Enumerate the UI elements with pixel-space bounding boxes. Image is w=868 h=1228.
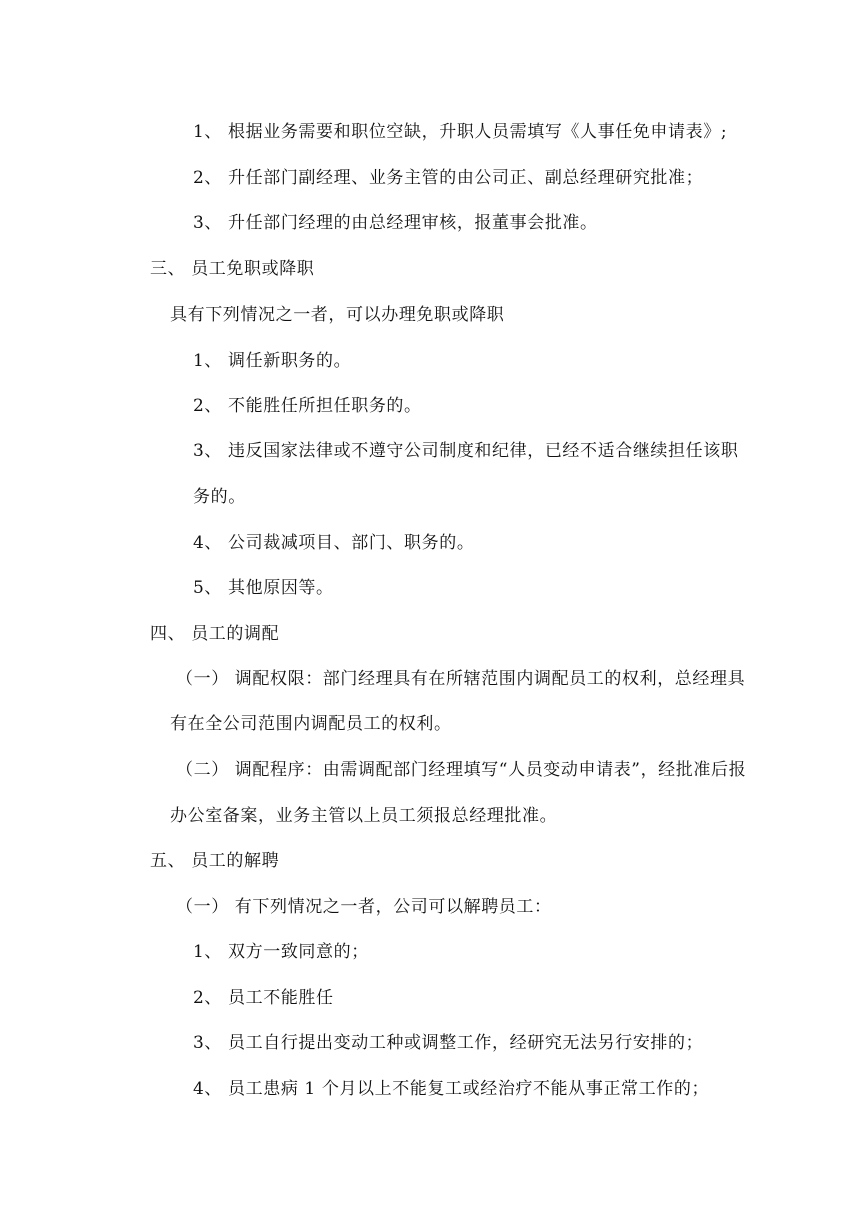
list-item: 1、 根据业务需要和职位空缺，升职人员需填写《人事任免申请表》; bbox=[193, 122, 728, 142]
list-item: 2、 员工不能胜任 bbox=[193, 988, 334, 1008]
list-item-continuation: 务的。 bbox=[193, 487, 246, 507]
list-item: 5、 其他原因等。 bbox=[193, 578, 334, 598]
section-heading: 五、 员工的解聘 bbox=[150, 851, 280, 871]
list-item: 1、 调任新职务的。 bbox=[193, 351, 352, 371]
list-item: 3、 员工自行提出变动工种或调整工作，经研究无法另行安排的； bbox=[193, 1033, 704, 1053]
list-item: 3、 升任部门经理的由总经理审核，报董事会批准。 bbox=[193, 213, 598, 233]
list-item: 2、 升任部门副经理、业务主管的由公司正、副总经理研究批准； bbox=[193, 168, 704, 188]
paragraph-continuation: 有在全公司范围内调配员工的权利。 bbox=[170, 714, 452, 734]
section-heading: 四、 员工的调配 bbox=[150, 624, 280, 644]
list-item: 4、 公司裁减项目、部门、职务的。 bbox=[193, 533, 475, 553]
paragraph: 具有下列情况之一者，可以办理免职或降职 bbox=[170, 305, 505, 325]
list-item: 3、 违反国家法律或不遵守公司制度和纪律，已经不适合继续担任该职 bbox=[193, 441, 739, 461]
paragraph-continuation: 办公室备案，业务主管以上员工须报总经理批准。 bbox=[170, 806, 558, 826]
paragraph: （二） 调配程序：由需调配部门经理填写“人员变动申请表”，经批准后报 bbox=[176, 760, 747, 780]
list-item: 2、 不能胜任所担任职务的。 bbox=[193, 396, 422, 416]
list-item: 4、 员工患病 1 个月以上不能复工或经治疗不能从事正常工作的； bbox=[193, 1079, 710, 1099]
section-heading: 三、 员工免职或降职 bbox=[150, 259, 315, 279]
list-item: 1、 双方一致同意的； bbox=[193, 942, 369, 962]
paragraph: （一） 有下列情况之一者，公司可以解聘员工： bbox=[176, 897, 552, 917]
paragraph: （一） 调配权限：部门经理具有在所辖范围内调配员工的权利，总经理具 bbox=[176, 669, 746, 689]
